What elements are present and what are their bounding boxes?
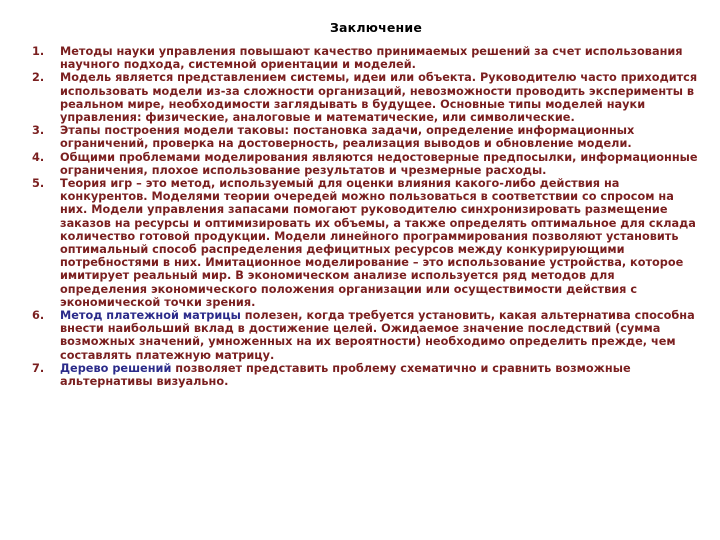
item-text: Методы науки управления повышают качество принимаемых решений за счет использования научного подхода, системной ориентации и моделей.	[60, 45, 683, 72]
item-number: 7.	[32, 361, 45, 375]
list-item	[24, 177, 698, 309]
list-item	[24, 71, 698, 124]
conclusion-list	[24, 45, 698, 388]
item-text: полезен, когда требуется установить, какая альтернатива способна внести наибольший вклад в достижение целей. Ожидаемое значение последствий (сумма возможных значений, умноженных на их вероятности) необходимо определить прежде, чем составлять платежную матрицу.	[60, 309, 695, 362]
item-text: позволяет представить проблему схематично и сравнить возможные альтернативы визуально.	[60, 361, 631, 389]
item-number: 2.	[32, 71, 45, 85]
list-item	[24, 362, 698, 388]
item-text: Теория игр – это метод, используемый для оценки влияния какого-либо действия на конкурентов. Моделями теории очередей можно пользоваться в соответствии со спросом на них. Модели управления запасами помогают руководителю синхронизировать размещение заказов на ресурсы и оптимизировать их объемы, а также определять оптимальное для склада количество готовой продукции. Модели линейного программирования позволяют установить оптимальный способ распределения дефицитных ресурсов между конкурирующими потребностями в них. Имитационное моделирование – это использование устройства, которое имитирует реальный мир. В экономическом анализе используется ряд методов для определения экономического положения организации или осуществимости действия с экономической точки зрения.	[60, 177, 696, 309]
highlighted-term: Дерево решений	[60, 361, 172, 375]
list-item	[24, 45, 698, 71]
list-item	[24, 124, 698, 150]
item-number: 4.	[32, 150, 45, 164]
highlighted-term: Метод платежной матрицы	[60, 309, 241, 323]
item-number: 3.	[32, 124, 45, 138]
item-text: Модель является представлением системы, идеи или объекта. Руководителю часто приходится использовать модели из-за сложности организаций, невозможности проводить эксперименты в реальном мире, необходимости заглядывать в будущее. Основные типы моделей науки управления: физические, аналоговые и математические, или символические.	[60, 71, 698, 125]
item-number: 5.	[32, 177, 45, 191]
item-text: Этапы построения модели таковы: постановка задачи, определение информационных ограничений, проверка на достоверность, реализация выводов и обновление модели.	[60, 124, 635, 151]
list-item	[24, 309, 698, 362]
slide-title: Заключение	[329, 20, 423, 35]
item-number: 1.	[32, 45, 45, 58]
item-text: Общими проблемами моделирования являются недостоверные предпосылки, информационные ограничения, плохое использование результатов и чрезмерные расходы.	[60, 150, 698, 177]
list-item	[24, 151, 698, 177]
item-number: 6.	[32, 309, 45, 323]
